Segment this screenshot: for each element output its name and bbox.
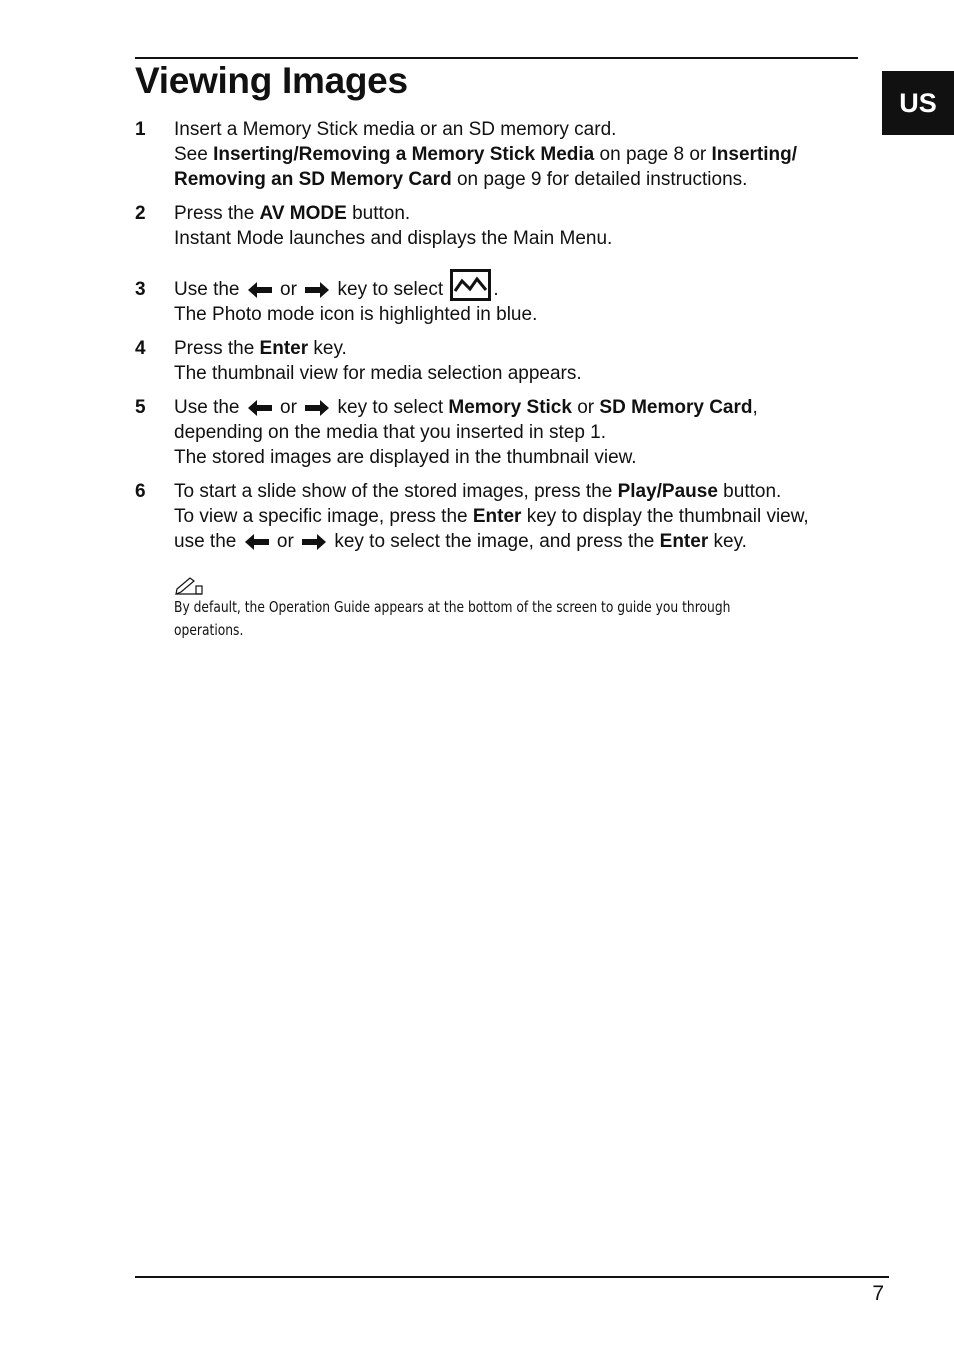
step-text: See Inserting/Removing a Memory Stick Media on page 8 or Inserting/: [174, 144, 798, 165]
step-6: [135, 479, 875, 554]
step-text: The thumbnail view for media selection appears.: [174, 363, 582, 384]
note: [174, 576, 854, 642]
step-text: Insert a Memory Stick media or an SD memory card.: [174, 119, 617, 140]
page-number: 7: [872, 1282, 884, 1305]
step-number: 6: [135, 481, 146, 502]
step-text: To start a slide show of the stored images, press the Play/Pause button.: [174, 481, 782, 502]
step-number: 4: [135, 338, 146, 359]
note-line: operations.: [174, 621, 244, 639]
step-2: [135, 201, 875, 251]
left-arrow-key-icon: [247, 281, 273, 299]
page-title: Viewing Images: [135, 60, 408, 101]
step-text: use the or key to select the image, and press the Enter key.: [174, 531, 747, 552]
step-4: [135, 336, 875, 386]
right-arrow-key-icon: [304, 281, 330, 299]
step-5: [135, 395, 875, 470]
note-text: [174, 596, 830, 642]
step-text: Press the AV MODE button.: [174, 203, 411, 224]
step-1: [135, 117, 875, 192]
left-arrow-key-icon: [244, 533, 270, 551]
step-text: The Photo mode icon is highlighted in blue.: [174, 304, 538, 325]
language-tab: US: [882, 71, 954, 135]
step-text: Instant Mode launches and displays the Main Menu.: [174, 228, 613, 249]
link-ref-memory-stick: Inserting/Removing a Memory Stick Media: [213, 144, 595, 165]
bottom-rule: [135, 1276, 889, 1278]
link-ref-sd-card: Inserting/: [711, 144, 798, 165]
step-number: 1: [135, 119, 146, 140]
step-number: 2: [135, 203, 146, 224]
note-line: By default, the Operation Guide appears at the bottom of the screen to guide you through: [174, 598, 731, 616]
left-arrow-key-icon: [247, 399, 273, 417]
right-arrow-key-icon: [301, 533, 327, 551]
step-number: 3: [135, 279, 146, 300]
step-number: 5: [135, 397, 146, 418]
step-text: Press the Enter key.: [174, 338, 347, 359]
step-3: [135, 277, 875, 327]
step-text: Removing an SD Memory Card on page 9 for detailed instructions.: [174, 169, 748, 190]
step-text: Use the or key to select Memory Stick or SD Memory Card,: [174, 397, 758, 418]
step-text: Use the or key to select .: [174, 277, 875, 302]
note-pencil-icon: [174, 576, 204, 596]
photo-mode-icon: [450, 269, 491, 301]
right-arrow-key-icon: [304, 399, 330, 417]
step-text: To view a specific image, press the Enter key to display the thumbnail view,: [174, 506, 809, 527]
step-text: The stored images are displayed in the thumbnail view.: [174, 447, 637, 468]
step-text: depending on the media that you inserted in step 1.: [174, 422, 607, 443]
